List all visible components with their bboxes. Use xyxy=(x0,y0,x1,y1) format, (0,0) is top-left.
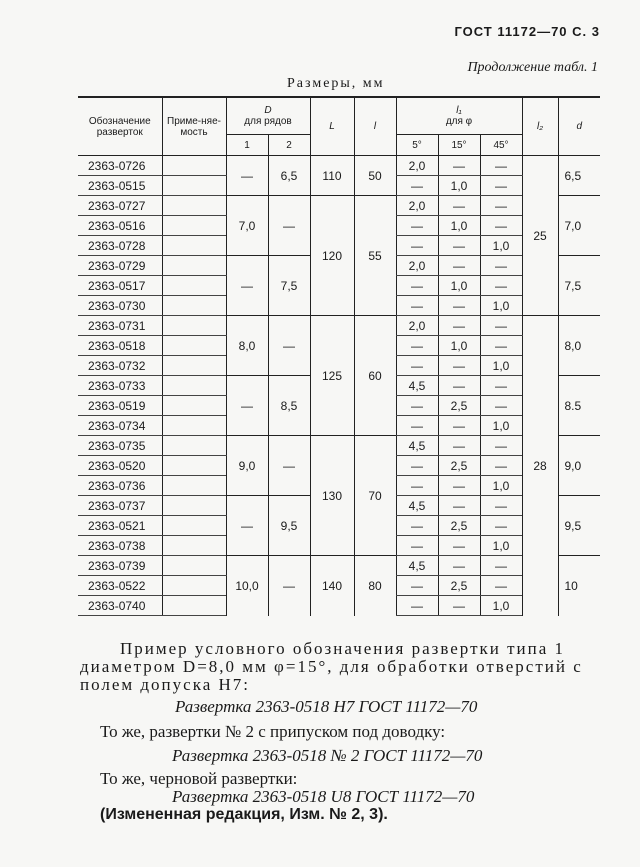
application-cell xyxy=(162,596,226,616)
page-header: ГОСТ 11172—70 С. 3 xyxy=(454,24,600,39)
designation-cell: 2363-0515 xyxy=(78,176,162,196)
l1-phi5-cell: — xyxy=(396,276,438,296)
l1-phi15-cell: 1,0 xyxy=(438,216,480,236)
l1-phi5-cell: 4,5 xyxy=(396,556,438,576)
l1-phi15-cell: 2,5 xyxy=(438,516,480,536)
dimensions-table xyxy=(78,96,600,616)
l1-phi15-cell: — xyxy=(438,316,480,336)
col-header-designation: Обозначение разверток xyxy=(78,97,162,156)
l1-phi5-cell: — xyxy=(396,516,438,536)
l-cell: 55 xyxy=(354,196,396,316)
col-header-phi15: 15° xyxy=(438,135,480,156)
designation-cell: 2363-0739 xyxy=(78,556,162,576)
l1-phi45-cell: — xyxy=(480,256,522,276)
D-row2-cell: — xyxy=(268,436,310,496)
l1-phi45-cell: — xyxy=(480,336,522,356)
application-cell xyxy=(162,496,226,516)
D-row1-cell: — xyxy=(226,496,268,556)
l1-phi15-cell: — xyxy=(438,436,480,456)
application-cell xyxy=(162,316,226,336)
L-cell: 125 xyxy=(310,316,354,436)
col-header-l2: l₂ xyxy=(522,97,558,156)
l1-phi5-cell: — xyxy=(396,396,438,416)
application-cell xyxy=(162,236,226,256)
l1-phi15-cell: — xyxy=(438,556,480,576)
d-cell: 8.5 xyxy=(558,376,600,436)
d-cell: 7,5 xyxy=(558,256,600,316)
l1-phi45-cell: — xyxy=(480,456,522,476)
l1-phi5-cell: 2,0 xyxy=(396,156,438,176)
l1-phi45-cell: 1,0 xyxy=(480,356,522,376)
designation-cell: 2363-0732 xyxy=(78,356,162,376)
application-cell xyxy=(162,336,226,356)
D-row2-cell: 8,5 xyxy=(268,376,310,436)
l1-phi45-cell: — xyxy=(480,276,522,296)
designation-cell: 2363-0727 xyxy=(78,196,162,216)
l1-phi45-cell: — xyxy=(480,196,522,216)
l1-phi45-cell: — xyxy=(480,576,522,596)
D-row2-cell: 7,5 xyxy=(268,256,310,316)
d-cell: 7,0 xyxy=(558,196,600,256)
designation-cell: 2363-0518 xyxy=(78,336,162,356)
l1-phi5-cell: — xyxy=(396,236,438,256)
D-row1-cell: 10,0 xyxy=(226,556,268,616)
l-cell: 80 xyxy=(354,556,396,616)
l1-phi5-cell: — xyxy=(396,416,438,436)
application-cell xyxy=(162,536,226,556)
col-header-D-row2: 2 xyxy=(268,135,310,156)
example-designation-3: Развертка 2363-0518 U8 ГОСТ 11172—70 xyxy=(172,787,475,806)
table-row xyxy=(78,196,600,216)
l1-phi45-cell: — xyxy=(480,516,522,536)
l1-phi5-cell: — xyxy=(396,596,438,616)
l1-phi15-cell: 1,0 xyxy=(438,176,480,196)
l1-phi5-cell: 2,0 xyxy=(396,316,438,336)
application-cell xyxy=(162,376,226,396)
example-designation-1: Развертка 2363-0518 H7 ГОСТ 11172—70 xyxy=(175,697,478,716)
l-cell: 60 xyxy=(354,316,396,436)
l1-phi5-cell: 4,5 xyxy=(396,436,438,456)
designation-cell: 2363-0735 xyxy=(78,436,162,456)
designation-cell: 2363-0517 xyxy=(78,276,162,296)
col-header-phi45: 45° xyxy=(480,135,522,156)
application-cell xyxy=(162,176,226,196)
designation-cell: 2363-0522 xyxy=(78,576,162,596)
application-cell xyxy=(162,456,226,476)
l1-phi45-cell: — xyxy=(480,216,522,236)
application-cell xyxy=(162,296,226,316)
l1-phi5-cell: — xyxy=(396,216,438,236)
l1-phi5-cell: — xyxy=(396,296,438,316)
D-row2-cell: — xyxy=(268,196,310,256)
l1-phi15-cell: — xyxy=(438,236,480,256)
D-row1-cell: — xyxy=(226,376,268,436)
l1-phi45-cell: — xyxy=(480,156,522,176)
example-designation-2: Развертка 2363-0518 № 2 ГОСТ 11172—70 xyxy=(172,746,483,765)
l1-phi15-cell: — xyxy=(438,536,480,556)
designation-cell: 2363-0728 xyxy=(78,236,162,256)
l1-phi15-cell: 2,5 xyxy=(438,576,480,596)
designation-cell: 2363-0738 xyxy=(78,536,162,556)
l1-phi45-cell: — xyxy=(480,436,522,456)
d-cell: 8,0 xyxy=(558,316,600,376)
amendment-note: (Измененная редакция, Изм. № 2, 3). xyxy=(100,806,388,823)
application-cell xyxy=(162,576,226,596)
application-cell xyxy=(162,276,226,296)
L-cell: 130 xyxy=(310,436,354,556)
l-cell: 70 xyxy=(354,436,396,556)
l1-phi5-cell: 2,0 xyxy=(396,256,438,276)
application-cell xyxy=(162,556,226,576)
same-finishing-text: То же, развертки № 2 с припуском под доводку: xyxy=(100,722,446,741)
application-cell xyxy=(162,156,226,176)
D-row1-cell: 7,0 xyxy=(226,196,268,256)
l1-phi15-cell: 1,0 xyxy=(438,336,480,356)
l1-phi15-cell: 2,5 xyxy=(438,456,480,476)
l1-phi15-cell: — xyxy=(438,356,480,376)
designation-cell: 2363-0519 xyxy=(78,396,162,416)
designation-cell: 2363-0734 xyxy=(78,416,162,436)
application-cell xyxy=(162,436,226,456)
l1-phi5-cell: — xyxy=(396,476,438,496)
application-cell xyxy=(162,396,226,416)
col-header-l1: l₁ для φ xyxy=(396,97,522,135)
l1-phi5-cell: — xyxy=(396,336,438,356)
l1-phi45-cell: 1,0 xyxy=(480,596,522,616)
designation-cell: 2363-0733 xyxy=(78,376,162,396)
D-row1-cell: — xyxy=(226,256,268,316)
l1-phi15-cell: — xyxy=(438,156,480,176)
l1-phi15-cell: — xyxy=(438,296,480,316)
l1-phi45-cell: 1,0 xyxy=(480,236,522,256)
application-cell xyxy=(162,256,226,276)
L-cell: 120 xyxy=(310,196,354,316)
designation-cell: 2363-0736 xyxy=(78,476,162,496)
D-row2-cell: — xyxy=(268,556,310,616)
l1-phi15-cell: — xyxy=(438,596,480,616)
l1-phi5-cell: 2,0 xyxy=(396,196,438,216)
l1-phi15-cell: 2,5 xyxy=(438,396,480,416)
application-cell xyxy=(162,516,226,536)
table-row xyxy=(78,556,600,576)
D-row2-cell: 6,5 xyxy=(268,156,310,196)
l-cell: 50 xyxy=(354,156,396,196)
l1-phi45-cell: 1,0 xyxy=(480,476,522,496)
l1-phi15-cell: — xyxy=(438,496,480,516)
col-header-L: L xyxy=(310,97,354,156)
l1-phi15-cell: — xyxy=(438,196,480,216)
col-header-application: Приме-няе-мость xyxy=(162,97,226,156)
l1-phi15-cell: — xyxy=(438,416,480,436)
col-header-D: D для рядов xyxy=(226,97,310,135)
l1-phi45-cell: — xyxy=(480,376,522,396)
d-cell: 6,5 xyxy=(558,156,600,196)
l2-cell: 25 xyxy=(522,156,558,316)
designation-cell: 2363-0730 xyxy=(78,296,162,316)
l1-phi45-cell: 1,0 xyxy=(480,536,522,556)
D-row2-cell: — xyxy=(268,316,310,376)
application-cell xyxy=(162,196,226,216)
table-row xyxy=(78,156,600,176)
table-continuation-label: Продолжение табл. 1 xyxy=(467,60,598,75)
l1-phi5-cell: — xyxy=(396,576,438,596)
D-row2-cell: 9,5 xyxy=(268,496,310,556)
application-cell xyxy=(162,416,226,436)
example-intro: Пример условного обозначения развертки типа 1 диаметром D=8,0 мм φ=15°, для обработки отверстий с полем допуска H7: xyxy=(80,639,583,694)
l1-phi45-cell: — xyxy=(480,316,522,336)
l1-phi15-cell: — xyxy=(438,476,480,496)
col-header-d: d xyxy=(558,97,600,156)
L-cell: 110 xyxy=(310,156,354,196)
col-header-l: l xyxy=(354,97,396,156)
d-cell: 10 xyxy=(558,556,600,616)
l1-phi5-cell: — xyxy=(396,536,438,556)
D-row1-cell: — xyxy=(226,156,268,196)
l1-phi45-cell: 1,0 xyxy=(480,296,522,316)
col-header-D-row1: 1 xyxy=(226,135,268,156)
designation-cell: 2363-0516 xyxy=(78,216,162,236)
table-row xyxy=(78,316,600,336)
l1-phi5-cell: 4,5 xyxy=(396,496,438,516)
designation-cell: 2363-0726 xyxy=(78,156,162,176)
l1-phi5-cell: — xyxy=(396,456,438,476)
l1-phi45-cell: 1,0 xyxy=(480,416,522,436)
designation-cell: 2363-0740 xyxy=(78,596,162,616)
l1-phi45-cell: — xyxy=(480,176,522,196)
application-cell xyxy=(162,476,226,496)
D-row1-cell: 8,0 xyxy=(226,316,268,376)
designation-cell: 2363-0521 xyxy=(78,516,162,536)
table-row xyxy=(78,436,600,456)
d-cell: 9,0 xyxy=(558,436,600,496)
dimensions-caption: Размеры, мм xyxy=(287,76,385,91)
designation-cell: 2363-0731 xyxy=(78,316,162,336)
l1-phi15-cell: — xyxy=(438,256,480,276)
d-cell: 9,5 xyxy=(558,496,600,556)
L-cell: 140 xyxy=(310,556,354,616)
l1-phi5-cell: 4,5 xyxy=(396,376,438,396)
designation-cell: 2363-0737 xyxy=(78,496,162,516)
l2-cell: 28 xyxy=(522,316,558,616)
designation-cell: 2363-0729 xyxy=(78,256,162,276)
l1-phi5-cell: — xyxy=(396,356,438,376)
col-header-phi5: 5° xyxy=(396,135,438,156)
application-cell xyxy=(162,216,226,236)
l1-phi45-cell: — xyxy=(480,556,522,576)
application-cell xyxy=(162,356,226,376)
l1-phi45-cell: — xyxy=(480,396,522,416)
l1-phi15-cell: 1,0 xyxy=(438,276,480,296)
l1-phi45-cell: — xyxy=(480,496,522,516)
designation-cell: 2363-0520 xyxy=(78,456,162,476)
l1-phi5-cell: — xyxy=(396,176,438,196)
l1-phi15-cell: — xyxy=(438,376,480,396)
D-row1-cell: 9,0 xyxy=(226,436,268,496)
same-rough-text: То же, черновой развертки: xyxy=(100,769,298,788)
